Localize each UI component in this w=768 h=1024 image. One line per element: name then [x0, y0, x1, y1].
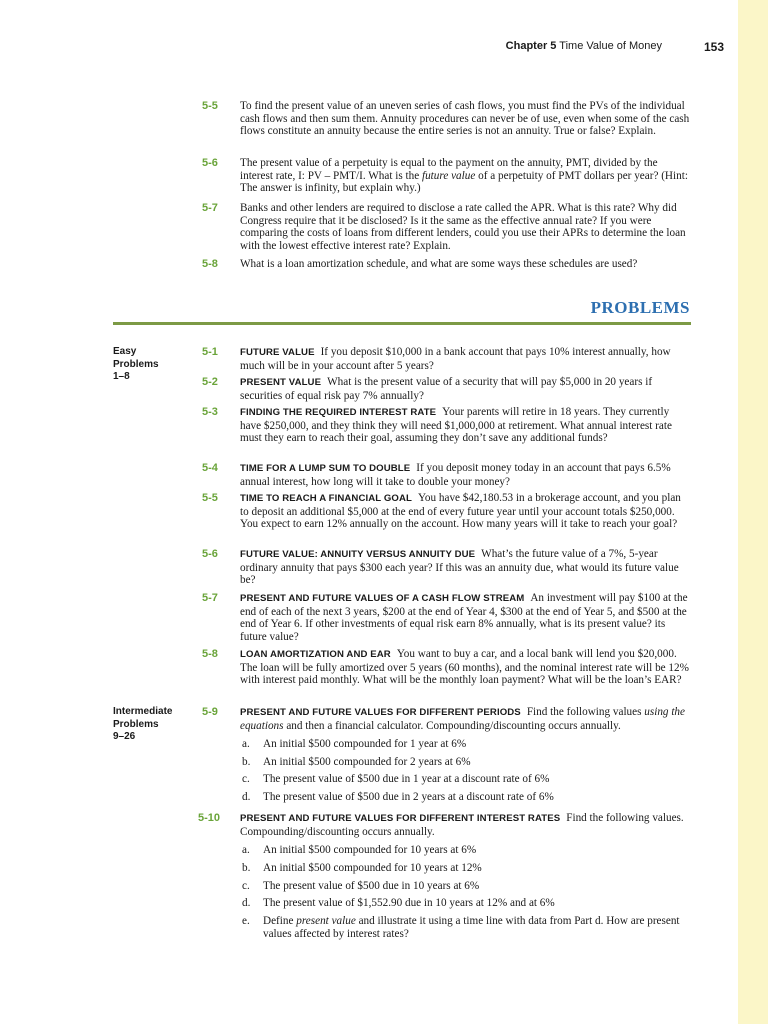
question-item — [202, 258, 692, 271]
problem-item — [202, 648, 692, 687]
part-text: An initial $500 compounded for 10 years at 12% — [263, 862, 482, 874]
problem-text — [240, 706, 692, 732]
problem-text — [240, 376, 692, 402]
problem-text — [240, 548, 692, 587]
part-text: The present value of $500 due in 10 years at 6% — [263, 880, 480, 892]
question-number: 5-8 — [202, 258, 218, 270]
label-line: Problems — [113, 718, 159, 730]
problem-body: What is the present value of a security that will pay $5,000 in 20 years if securities of equal risk pay 7% annually? — [240, 376, 653, 402]
part-letter: e. — [242, 915, 250, 927]
problem-text — [240, 492, 692, 531]
problem-number: 5-5 — [202, 492, 218, 504]
part-text: An initial $500 compounded for 2 years at 6% — [263, 756, 471, 768]
easy-problems-label — [113, 346, 193, 384]
part-letter: d. — [242, 791, 251, 803]
question-text-part: of a perpetuity of PMT dollars per year? (Hint: The answer is infinity, but explain why.) — [240, 169, 688, 195]
problem-item — [202, 706, 692, 732]
problem-body: Your parents will retire in 18 years. They currently have $250,000, and they think they will need $1,000,000 at retirement. What annual interest rate must they earn to reach their goal, assuming they don’t save any additional funds? — [240, 406, 672, 445]
problem-number: 5-4 — [202, 462, 218, 474]
problem-number: 5-9 — [202, 706, 218, 718]
problem-number: 5-10 — [198, 812, 221, 824]
problem-emphasis: using the equations — [240, 706, 685, 732]
problem-topic: TIME FOR A LUMP SUM TO DOUBLE — [240, 463, 411, 474]
label-line: 9–26 — [113, 731, 136, 742]
problem-topic: PRESENT AND FUTURE VALUES FOR DIFFERENT INTEREST RATES — [240, 813, 561, 824]
problem-topic: FINDING THE REQUIRED INTEREST RATE — [240, 407, 437, 418]
problem-topic: PRESENT AND FUTURE VALUES FOR DIFFERENT PERIODS — [240, 707, 521, 718]
margin-color-bar — [738, 0, 768, 1024]
question-number: 5-6 — [202, 157, 218, 169]
problem-text — [240, 812, 692, 838]
problem-topic: FUTURE VALUE — [240, 347, 315, 358]
question-text: What is a loan amortization schedule, and what are some ways these schedules are used? — [240, 258, 638, 270]
part-letter: d. — [242, 897, 251, 909]
problem-item — [202, 346, 692, 372]
page-header — [0, 40, 724, 60]
problem-body: If you deposit $10,000 in a bank account that pays 10% interest annually, how much will be in your account after 5 years? — [240, 346, 671, 372]
problem-body: You want to buy a car, and a local bank will lend you $20,000. The loan will be fully amortized over 5 years (60 months), and the nominal interest rate will be 12% with interest paid monthly. What will be the monthly loan payment? What will be the loan’s EAR? — [240, 648, 689, 687]
page-number: 153 — [703, 40, 724, 54]
problem-text — [240, 648, 692, 687]
problem-number: 5-2 — [202, 376, 218, 388]
problem-part — [240, 773, 692, 786]
problem-body: An investment will pay $100 at the end of each of the next 3 years, $200 at the end of Year 4, $300 at the end of Year 5, and $500 at the end of Year 6. If other investments of equal risk earn 8% annually, what is its present value? its future value? — [240, 592, 688, 643]
part-text: An initial $500 compounded for 1 year at 6% — [263, 738, 467, 750]
problem-text — [240, 406, 692, 445]
problem-part — [240, 880, 692, 893]
label-line: 1–8 — [113, 371, 130, 382]
chapter-title: Time Value of Money — [559, 40, 662, 52]
chapter-label: Chapter 5 — [505, 40, 557, 52]
problem-topic: TIME TO REACH A FINANCIAL GOAL — [240, 493, 412, 504]
section-rule — [113, 322, 691, 325]
part-letter: c. — [242, 773, 250, 785]
part-letter: c. — [242, 880, 250, 892]
problem-body: What’s the future value of a 7%, 5-year ordinary annuity that pays $300 each year? If this was an annuity due, what would its future value be? — [240, 548, 679, 587]
problem-item — [202, 462, 692, 488]
problem-text — [240, 346, 692, 372]
question-text: Banks and other lenders are required to disclose a rate called the APR. What is this rate? Why did Congress require that it be disclosed? Is it the same as the effective annual rate? If you were comparing the costs of loans from different lenders, could you use their APRs to determine the loan with the lowest effective interest rate? Explain. — [240, 202, 686, 252]
label-line: Easy — [113, 346, 137, 357]
part-text: The present value of $500 due in 2 years at a discount rate of 6% — [263, 791, 554, 803]
problem-topic: LOAN AMORTIZATION AND EAR — [240, 649, 391, 660]
problem-number: 5-7 — [202, 592, 218, 604]
label-line: Problems — [113, 358, 159, 370]
problem-item — [202, 376, 692, 402]
part-emphasis: present value — [296, 915, 356, 927]
intermediate-problems-label — [113, 706, 193, 744]
running-head — [506, 40, 662, 52]
problem-item — [202, 548, 692, 587]
part-text: The present value of $500 due in 1 year at a discount rate of 6% — [263, 773, 550, 785]
problem-part — [240, 915, 692, 940]
problem-text — [240, 462, 692, 488]
question-item — [202, 202, 692, 252]
question-item — [202, 100, 692, 138]
problem-part — [240, 844, 692, 857]
part-text-segment: Define — [263, 915, 297, 927]
problem-part — [240, 738, 692, 751]
question-emphasis: future value — [421, 169, 476, 182]
problem-item — [202, 592, 692, 643]
part-letter: a. — [242, 738, 250, 750]
question-text: To find the present value of an uneven series of cash flows, you must find the PVs of the individual cash flows and then sum them. Annuity procedures can never be of use, even when some of the cash flows constitute an annuity because the entire series is not an annuity. True or false? Explain. — [240, 100, 690, 138]
problem-body: Find the following values — [526, 706, 645, 718]
problem-number: 5-8 — [202, 648, 218, 660]
problem-part — [240, 897, 692, 910]
part-text: The present value of $1,552.90 due in 10 years at 12% and at 6% — [263, 897, 555, 909]
problem-body: If you deposit money today in an account that pays 6.5% annual interest, how long will it take to double your money? — [240, 462, 671, 488]
problem-body: You have $42,180.53 in a brokerage account, and you plan to deposit an additional $5,000 at the end of every future year until your account totals $250,000. You expect to earn 12% annually on the account. How many years will it take to reach your goal? — [240, 492, 681, 531]
problems-heading: PROBLEMS — [590, 298, 690, 317]
problem-text — [240, 592, 692, 643]
label-line: Intermediate — [113, 706, 173, 717]
problem-body: and then a financial calculator. Compounding/discounting occurs annually. — [283, 719, 621, 732]
question-text-part: The present value of a perpetuity is equal to the payment on the annuity, PMT, divided by the interest rate, I: PV – PMT/I. What is the — [240, 157, 658, 182]
problem-number: 5-6 — [202, 548, 218, 560]
problem-number: 5-3 — [202, 406, 218, 418]
part-letter: b. — [242, 862, 251, 874]
part-text — [263, 915, 692, 940]
question-text — [240, 157, 692, 195]
question-number: 5-5 — [202, 100, 218, 112]
problem-part — [240, 791, 692, 804]
problem-item — [202, 492, 692, 531]
problem-topic: PRESENT AND FUTURE VALUES OF A CASH FLOW STREAM — [240, 593, 525, 604]
problem-body: Find the following values. Compounding/discounting occurs annually. — [240, 812, 684, 838]
problem-item — [198, 812, 692, 838]
problem-topic: FUTURE VALUE: ANNUITY VERSUS ANNUITY DUE — [240, 549, 476, 560]
problem-item — [202, 406, 692, 445]
part-text-segment: and illustrate it using a time line with data from Part d. How are present values affected by interest rates? — [263, 915, 680, 940]
problem-number: 5-1 — [202, 346, 218, 358]
problem-topic: PRESENT VALUE — [240, 377, 322, 388]
question-item — [202, 157, 692, 195]
question-number: 5-7 — [202, 202, 218, 214]
problem-part — [240, 756, 692, 769]
part-text: An initial $500 compounded for 10 years at 6% — [263, 844, 477, 856]
problem-part — [240, 862, 692, 875]
part-letter: b. — [242, 756, 251, 768]
part-letter: a. — [242, 844, 250, 856]
